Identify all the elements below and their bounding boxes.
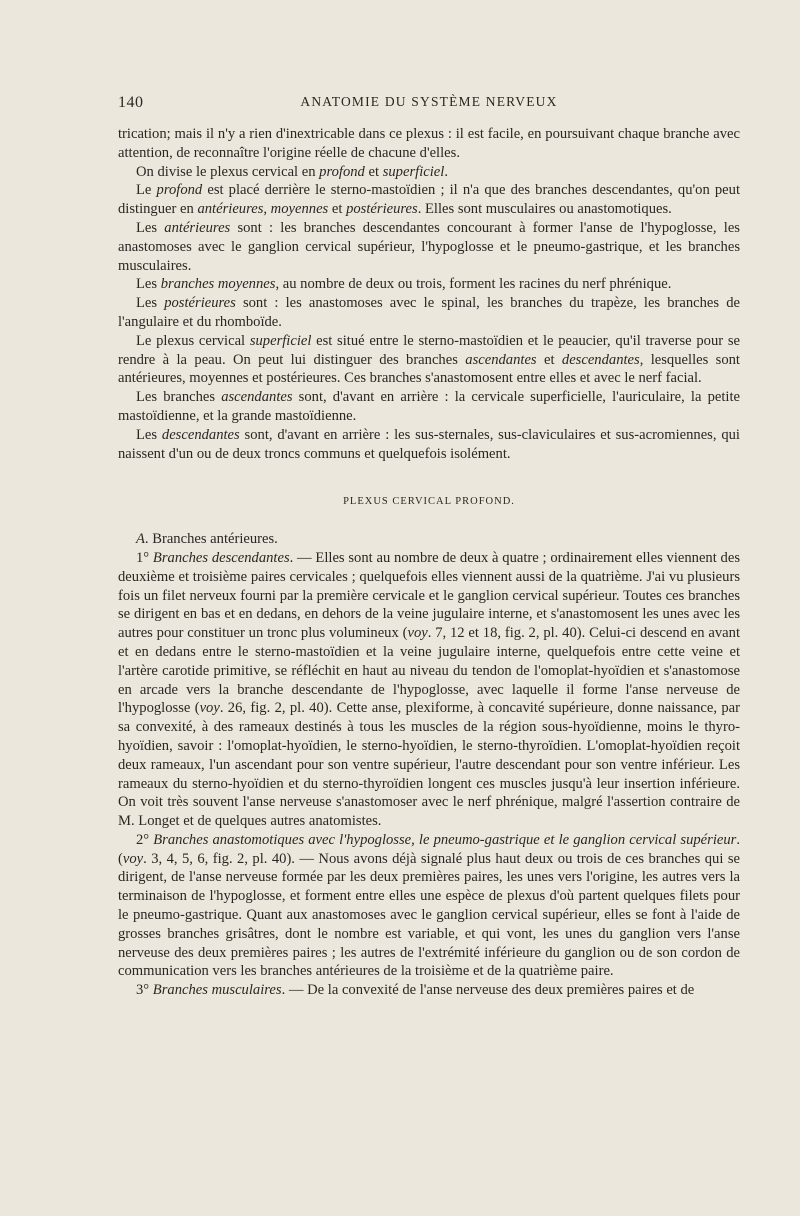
italic-text: profond bbox=[156, 182, 203, 199]
text: . 26, fig. 2, pl. 40). Cette anse, plexiforme, à concavité supérieure, donne naissance, par sa convexité, à des rameaux destinés à tous les muscles de la région sous-hyoïdienne, moins le thyro-hyoïdien, savoir : l'omoplat-hyoïdien, le sterno-hyoïdien, le sterno-thyroïdien. L'omoplat-hyoïdien reçoit deux rameaux, l'un ascendant pour son ventre supérieur, l'autre descendant pour son ventre inférieur. Les rameaux du sterno-hyoïdien et du sterno-thyroïdien longent ces muscles jusqu'à leur insertion inférieure. On voit très souvent l'anse nerveuse s'anastomoser avec le nerf phrénique, malgré l'assertion contraire de M. Longet et de quelques autres anatomistes. bbox=[118, 700, 740, 830]
paragraph bbox=[118, 125, 740, 163]
paragraph bbox=[118, 388, 740, 426]
paragraph bbox=[118, 275, 740, 294]
text: . — Elles sont au nombre de deux à quatre ; ordinairement elles viennent des deuxième et troisième paires cervicales ; quelquefois elles viennent aussi de la quatrième. J'ai vu plusieurs fois un filet nerveux fourni par la première cervicale et le ganglion cervical supérieur. Toutes ces branches se dirigent en bas et en dedans, en dehors de la veine jugulaire interne, et s'anastomosent les unes avec les autres pour constituer un tronc plus volumineux ( bbox=[118, 549, 740, 642]
italic-text: ascendantes bbox=[221, 389, 293, 406]
running-title: ANATOMIE DU SYSTÈME NERVEUX bbox=[300, 94, 558, 109]
text: et bbox=[328, 201, 347, 218]
page-body bbox=[118, 125, 740, 1000]
text: Le plexus cervical bbox=[136, 332, 250, 349]
italic-text: voy bbox=[407, 625, 428, 642]
text: Les bbox=[136, 219, 165, 236]
italic-text: branches moyennes bbox=[160, 276, 276, 293]
text: 3° bbox=[136, 982, 153, 999]
italic-text: descendantes bbox=[161, 426, 240, 443]
italic-text: A bbox=[136, 531, 145, 548]
italic-text: Branches musculaires bbox=[152, 982, 282, 999]
italic-text: profond bbox=[319, 163, 365, 180]
italic-text: Branches descendantes bbox=[152, 549, 290, 566]
text: . bbox=[444, 163, 448, 180]
text: , au nombre de deux ou trois, forment les racines du nerf phrénique. bbox=[275, 276, 672, 293]
text: On divise le plexus cervical en bbox=[136, 163, 320, 180]
text: 1° bbox=[136, 549, 153, 566]
text: . ( bbox=[118, 831, 740, 867]
italic-text: descendantes bbox=[561, 351, 640, 368]
text: 2° bbox=[136, 831, 154, 848]
paragraph bbox=[118, 181, 740, 219]
paragraph bbox=[118, 163, 740, 182]
text: sont, d'avant en arrière : la cervicale superficielle, l'auriculaire, la petite mastoïdienne, et la grande mastoïdienne. bbox=[118, 389, 741, 424]
text: Les bbox=[136, 295, 165, 312]
text: est situé entre le sterno-mastoïdien et le peaucier, qu'il traverse pour se rendre à la peau. On peut lui distinguer des branches bbox=[118, 332, 740, 368]
italic-text: voy bbox=[199, 700, 220, 717]
italic-text: antérieures, moyennes bbox=[197, 201, 329, 218]
italic-text: ascendantes bbox=[465, 351, 537, 368]
text: Les bbox=[136, 426, 162, 443]
paragraph bbox=[118, 426, 740, 464]
text: Le bbox=[136, 182, 157, 199]
section-title: PLEXUS CERVICAL PROFOND. bbox=[343, 496, 515, 508]
text: . 3, 4, 5, 6, fig. 2, pl. 40). — Nous avons déjà signalé plus haut deux ou trois de ces branches qui se dirigent, de l'anse nerveuse formée par les deux premières paires, les unes vers l'origine, les autres vers la terminaison de l'hypoglosse, et forment entre elles une espèce de plexus d'où partent quelques filets pour le pneumo-gastrique. Quant aux anastomoses avec le ganglion cervical supérieur, elles se font à l'aide de grosses branches grisâtres, dont le nombre est variable, et qui vont, les unes du ganglion vers l'anse nerveuse des deux premières paires ; les autres de l'extrémité inférieure du ganglion ou de son cordon de communication vers les branches antérieures de la troisième et de la quatrième paire. bbox=[118, 850, 740, 980]
italic-text: postérieures bbox=[164, 295, 236, 312]
italic-text: postérieures bbox=[346, 201, 418, 218]
paragraph bbox=[118, 530, 740, 549]
text: est placé derrière le sterno-mastoïdien ; il n'a que des branches descendantes, qu'on peut distinguer en bbox=[118, 182, 740, 218]
text: Les branches bbox=[136, 389, 222, 406]
text: . — De la convexité de l'anse nerveuse des deux premières paires et de bbox=[281, 982, 695, 999]
italic-text: superficiel bbox=[249, 332, 312, 349]
text: sont : les branches descendantes concourant à former l'anse de l'hypoglosse, les anastomoses avec le ganglion cervical supérieur, l'hypoglosse et le pneumo-gastrique, et les branches musculaires. bbox=[118, 219, 740, 274]
paragraph bbox=[118, 831, 740, 981]
paragraph bbox=[118, 332, 740, 388]
text: sont : les anastomoses avec le spinal, les branches du trapèze, les branches de l'angulaire et du rhomboïde. bbox=[118, 295, 740, 330]
italic-text: Branches anastomotiques avec l'hypoglosse, le pneumo-gastrique et le ganglion cervical supérieur bbox=[153, 831, 737, 848]
italic-text: superficiel bbox=[382, 163, 445, 180]
italic-text: antérieures bbox=[164, 219, 231, 236]
text: Les bbox=[136, 276, 161, 293]
text: trication; mais il n'y a rien d'inextricable dans ce plexus : il est facile, en poursuivant chaque branche avec attention, de reconnaître l'origine réelle de chacune d'elles. bbox=[118, 126, 740, 161]
text: , lesquelles sont antérieures, moyennes et postérieures. Ces branches s'anastomosent entre elles et avec le nerf facial. bbox=[118, 351, 740, 387]
italic-text: voy bbox=[122, 850, 144, 867]
text: . Branches antérieures. bbox=[144, 531, 278, 548]
text: . 7, 12 et 18, fig. 2, pl. 40). Celui-ci descend en avant et en dedans entre le sterno-mastoïdien et la veine jugulaire interne, quelquefois entre cette veine et l'artère carotide primitive, se réfléchit en haut au niveau du tendon de l'omoplat-hyoïdien et s'anastomose en arcade vers la branche descendante de l'hypoglosse, avec laquelle il forme l'anse nerveuse de l'hypoglosse ( bbox=[118, 625, 740, 717]
paragraph bbox=[118, 219, 740, 275]
text: sont, d'avant en arrière : les sus-sternales, sus-claviculaires et sus-acromiennes, qui naissent d'un ou de deux troncs communs et quelquefois isolément. bbox=[118, 426, 740, 462]
paragraph bbox=[118, 549, 740, 831]
paragraph bbox=[118, 294, 740, 332]
page-number: 140 bbox=[118, 94, 144, 111]
text: et bbox=[364, 163, 383, 180]
text: et bbox=[536, 351, 562, 368]
text: . Elles sont musculaires ou anastomotiques. bbox=[417, 201, 672, 218]
paragraph bbox=[118, 981, 740, 1000]
